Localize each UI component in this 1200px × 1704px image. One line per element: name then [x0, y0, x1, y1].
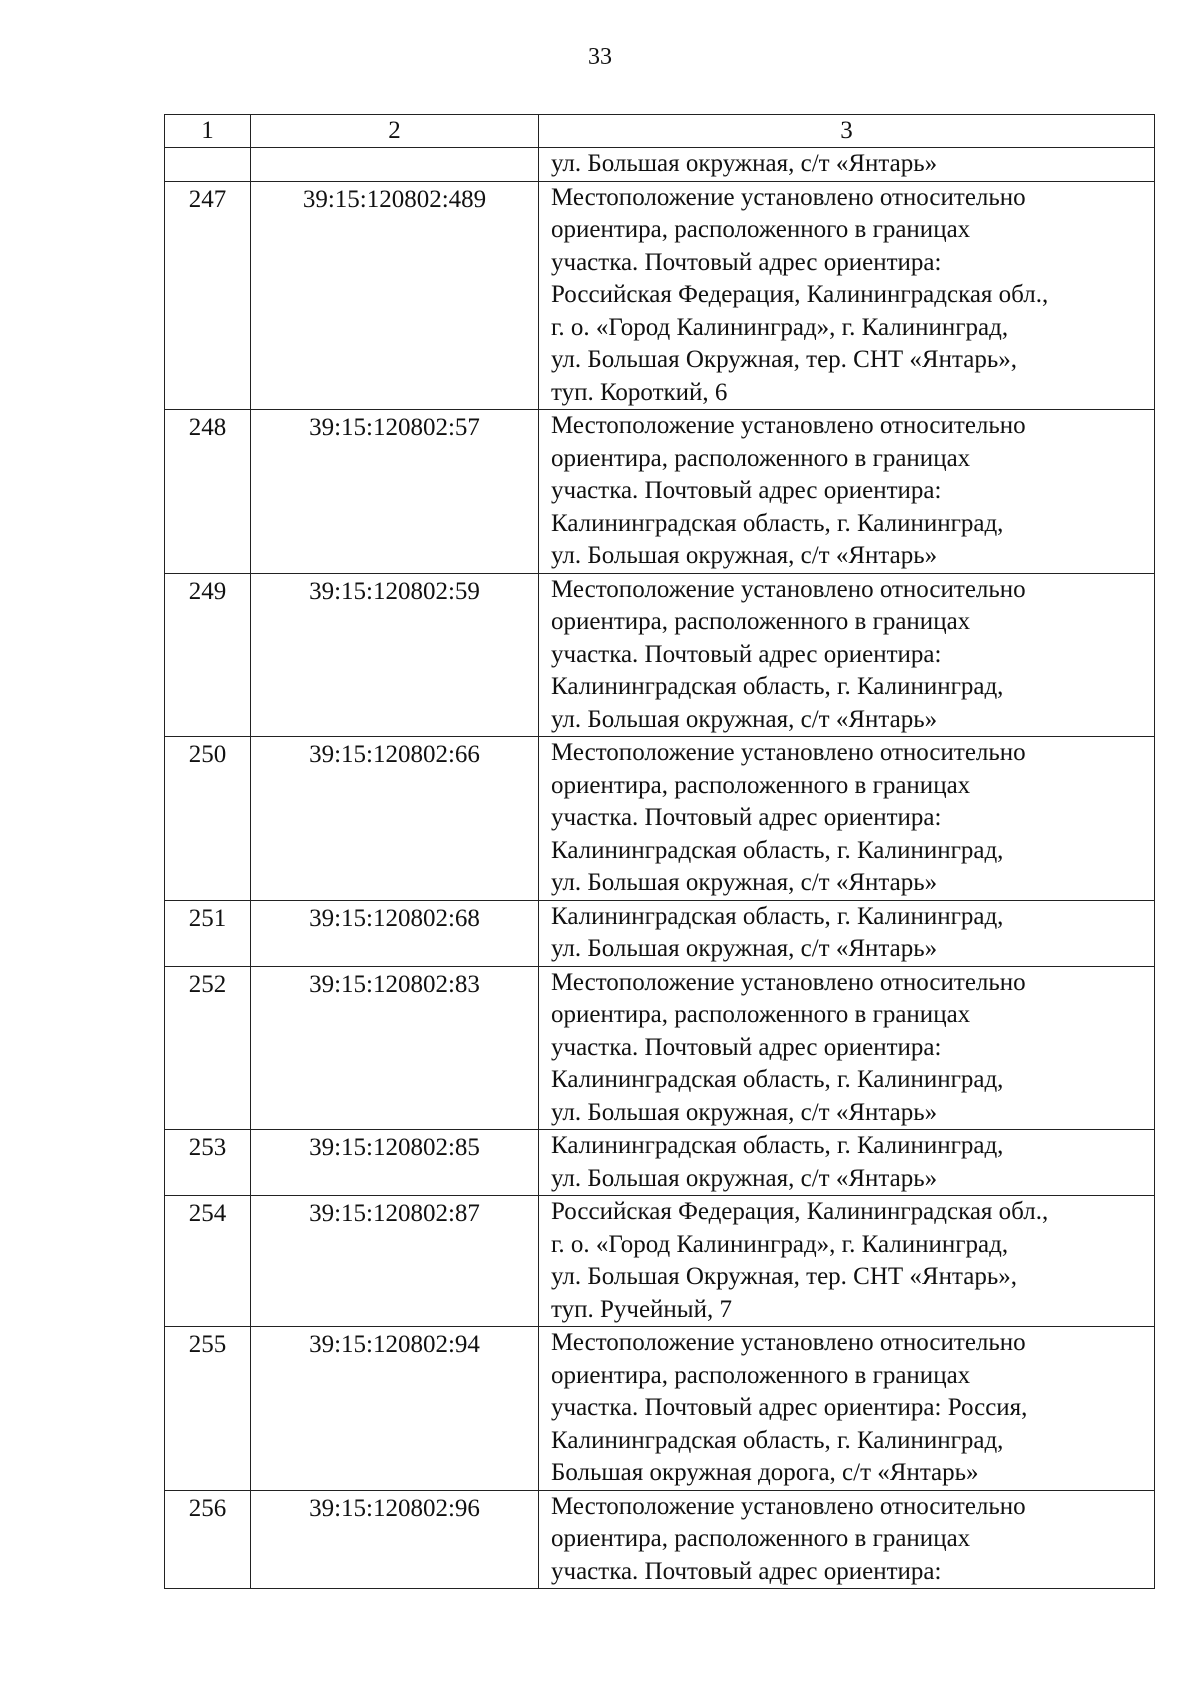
table-row — [165, 410, 1155, 574]
address-line: Местоположение установлено относительно — [551, 739, 1026, 766]
table-row — [165, 737, 1155, 901]
address-line: ул. Большая окружная, с/т «Янтарь» — [551, 150, 938, 177]
page-number: 33 — [588, 44, 612, 70]
address-line: ул. Большая окружная, с/т «Янтарь» — [551, 705, 938, 733]
address-cell — [539, 148, 1155, 182]
row-number-cell: 255 — [165, 1327, 251, 1491]
row-number-cell: 254 — [165, 1196, 251, 1327]
address-line: Калининградская область, г. Калининград, — [551, 509, 1004, 537]
address-cell — [539, 966, 1155, 1130]
row-number-cell: 247 — [165, 181, 251, 410]
row-number-cell: 249 — [165, 573, 251, 737]
address-cell — [539, 181, 1155, 410]
address-line: участка. Почтовый адрес ориентира: — [551, 248, 942, 276]
address-line: ул. Большая окружная, с/т «Янтарь» — [551, 1164, 938, 1192]
address-line: ул. Большая окружная, с/т «Янтарь» — [551, 869, 938, 896]
row-number-cell: 248 — [165, 410, 251, 574]
address-line: ориентира, расположенного в границах — [551, 771, 971, 799]
address-line: ориентира, расположенного в границах — [551, 1361, 971, 1389]
address-line: Местоположение установлено относительно — [551, 412, 1026, 439]
column-header-2: 2 — [251, 115, 539, 148]
row-number-cell — [165, 148, 251, 182]
cadastral-number-cell: 39:15:120802:87 — [251, 1196, 539, 1327]
address-line: ориентира, расположенного в границах — [551, 216, 971, 243]
address-line: Российская Федерация, Калининградская обл., — [551, 1198, 1049, 1225]
column-header-1: 1 — [165, 115, 251, 148]
address-line: участка. Почтовый адрес ориентира: — [551, 1033, 942, 1061]
address-line: ул. Большая Окружная, тер. СНТ «Янтарь», — [551, 346, 1017, 373]
address-line: участка. Почтовый адрес ориентира: — [551, 804, 942, 831]
address-line: ул. Большая окружная, с/т «Янтарь» — [551, 935, 938, 962]
table-row — [165, 181, 1155, 410]
cadastral-number-cell: 39:15:120802:66 — [251, 737, 539, 901]
address-line: г. о. «Город Калининград», г. Калининград, — [551, 1230, 1009, 1258]
address-line: участка. Почтовый адрес ориентира: Россия, — [551, 1394, 1028, 1421]
address-cell — [539, 737, 1155, 901]
table-row — [165, 1130, 1155, 1196]
address-cell — [539, 573, 1155, 737]
address-line: туп. Короткий, 6 — [551, 378, 728, 406]
address-cell — [539, 1130, 1155, 1196]
table-row — [165, 1490, 1155, 1589]
row-number-cell: 256 — [165, 1490, 251, 1589]
table-row — [165, 1196, 1155, 1327]
cadastral-number-cell — [251, 148, 539, 182]
address-line: ул. Большая окружная, с/т «Янтарь» — [551, 542, 938, 569]
address-line: ориентира, расположенного в границах — [551, 608, 971, 635]
address-cell — [539, 900, 1155, 966]
cadastral-number-cell: 39:15:120802:94 — [251, 1327, 539, 1491]
table-row — [165, 148, 1155, 182]
address-line: Калининградская область, г. Калининград, — [551, 1132, 1004, 1159]
address-line: г. о. «Город Калининград», г. Калининград, — [551, 313, 1009, 341]
address-line: Местоположение установлено относительно — [551, 1329, 1026, 1356]
address-line: участка. Почтовый адрес ориентира: — [551, 640, 942, 668]
column-header-3: 3 — [539, 115, 1155, 148]
table-row — [165, 1327, 1155, 1491]
cadastral-number-cell: 39:15:120802:489 — [251, 181, 539, 410]
table-body — [165, 115, 1155, 1589]
cadastral-number-cell: 39:15:120802:59 — [251, 573, 539, 737]
address-line: ориентира, расположенного в границах — [551, 1001, 971, 1028]
table-header-row — [165, 115, 1155, 148]
address-cell — [539, 410, 1155, 574]
cadastral-number-cell: 39:15:120802:57 — [251, 410, 539, 574]
address-line: участка. Почтовый адрес ориентира: — [551, 477, 942, 504]
cadastral-number-cell: 39:15:120802:68 — [251, 900, 539, 966]
table-row — [165, 900, 1155, 966]
address-cell — [539, 1196, 1155, 1327]
address-line: Калининградская область, г. Калининград, — [551, 902, 1004, 930]
address-line: Калининградская область, г. Калининград, — [551, 1066, 1004, 1093]
address-cell — [539, 1490, 1155, 1589]
address-line: ориентира, расположенного в границах — [551, 1525, 971, 1552]
address-line: ул. Большая Окружная, тер. СНТ «Янтарь», — [551, 1263, 1017, 1290]
address-line: участка. Почтовый адрес ориентира: — [551, 1557, 942, 1585]
address-line: туп. Ручейный, 7 — [551, 1295, 732, 1323]
cadastral-number-cell: 39:15:120802:85 — [251, 1130, 539, 1196]
address-line: ул. Большая окружная, с/т «Янтарь» — [551, 1098, 938, 1126]
address-line: Местоположение установлено относительно — [551, 183, 1026, 211]
row-number-cell: 251 — [165, 900, 251, 966]
land-plots-table — [164, 114, 1155, 1589]
table-row — [165, 573, 1155, 737]
row-number-cell: 253 — [165, 1130, 251, 1196]
address-line: Большая окружная дорога, с/т «Янтарь» — [551, 1459, 979, 1486]
row-number-cell: 252 — [165, 966, 251, 1130]
address-line: ориентира, расположенного в границах — [551, 444, 971, 472]
address-line: Местоположение установлено относительно — [551, 1492, 1026, 1520]
cadastral-number-cell: 39:15:120802:96 — [251, 1490, 539, 1589]
cadastral-number-cell: 39:15:120802:83 — [251, 966, 539, 1130]
row-number-cell: 250 — [165, 737, 251, 901]
address-line: Местоположение установлено относительно — [551, 968, 1026, 996]
address-cell — [539, 1327, 1155, 1491]
address-line: Калининградская область, г. Калининград, — [551, 673, 1004, 700]
table-row — [165, 966, 1155, 1130]
address-line: Калининградская область, г. Калининград, — [551, 1426, 1004, 1454]
address-line: Местоположение установлено относительно — [551, 575, 1026, 603]
address-line: Российская Федерация, Калининградская обл., — [551, 281, 1049, 308]
address-line: Калининградская область, г. Калининград, — [551, 836, 1004, 864]
